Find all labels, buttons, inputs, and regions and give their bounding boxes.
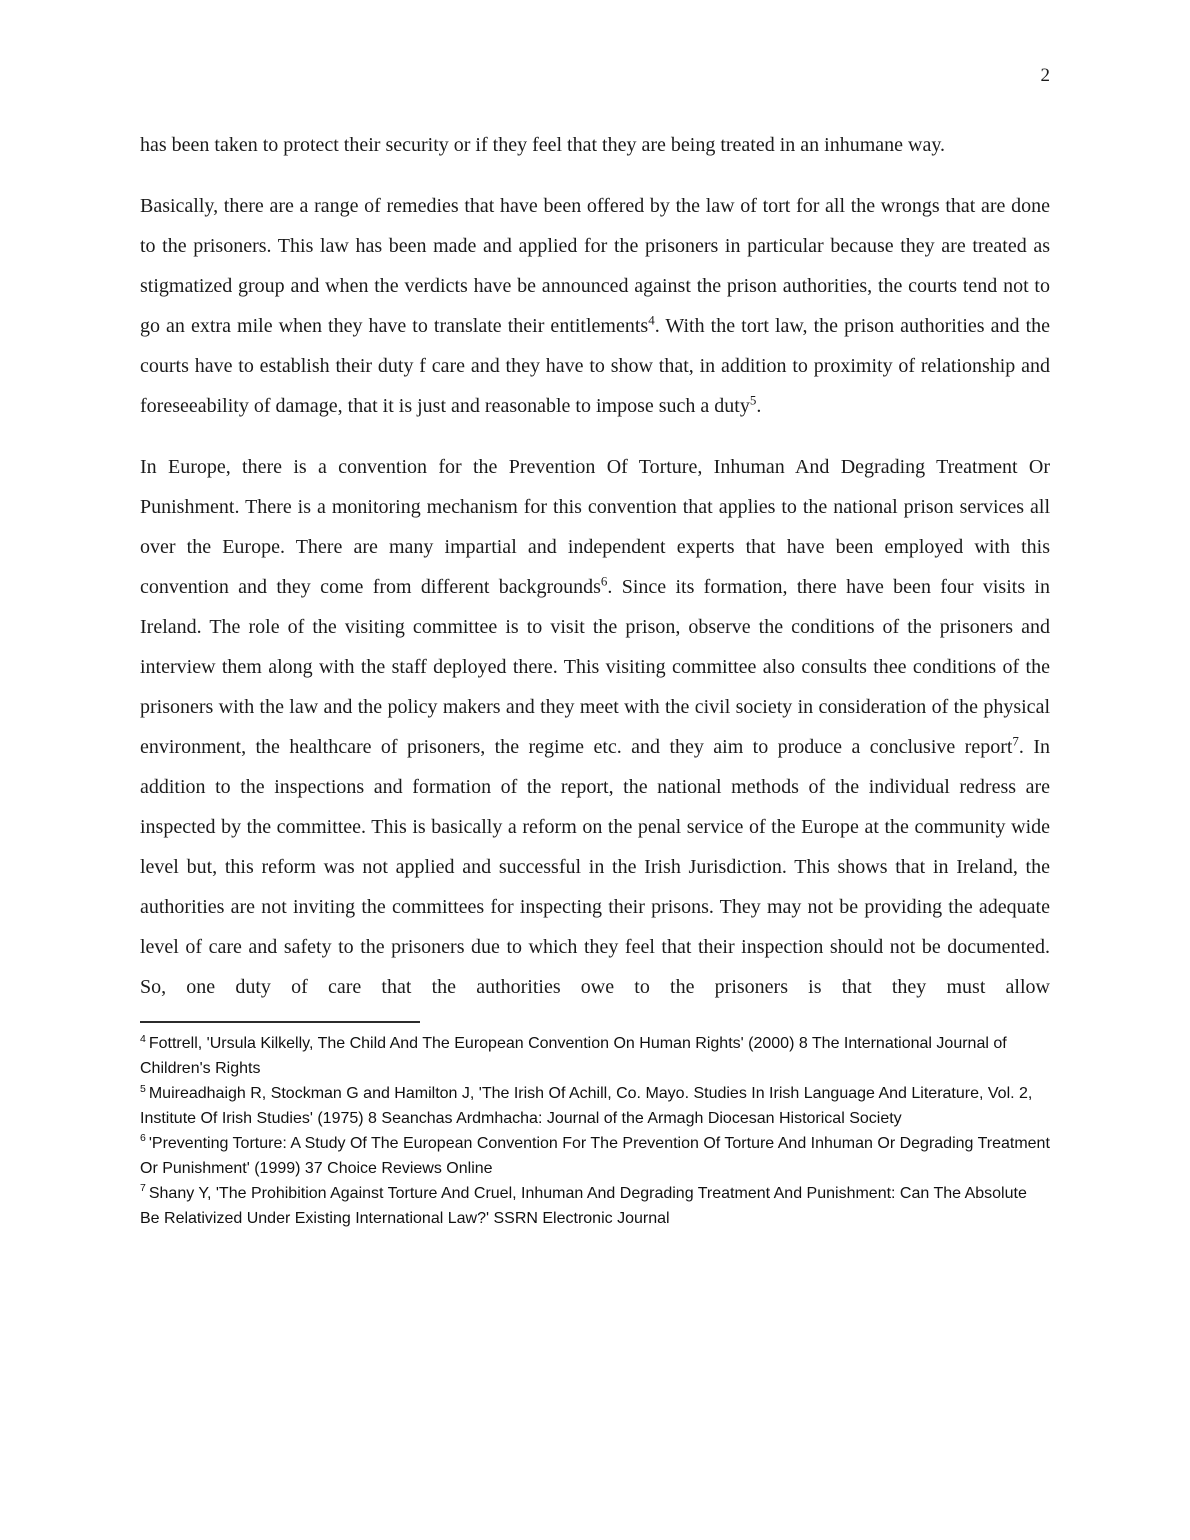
page-number: 2	[1040, 65, 1050, 86]
paragraph-2: Basically, there are a range of remedies that have been offered by the law of tort for all the wrongs that are done to the prisoners. This law has been made and applied for the prisoners in particular because they are treated as stigmatized group and when the verdicts have be announced against the prison authorities, the courts tend not to go an extra mile when they have to translate their entitlements$^4$. With the tort law, the prison authorities and the courts have to establish their duty f care and they have to show that, in addition to proximity of relationship and foreseeability of damage, that it is just and reasonable to impose such a duty$^5$.	[140, 195, 1051, 417]
paragraph-3: In Europe, there is a convention for the Prevention Of Torture, Inhuman And Degrading Treatment Or Punishment. There is a monitoring mechanism for this convention that applies to the national prison services all over the Europe. There are many impartial and independent experts that have been employed with this convention and they come from different backgrounds$^6$. Since its formation, there have been four visits in Ireland. The role of the visiting committee is to visit the prison, observe the conditions of the prisoners and interview them along with the staff deployed there. This visiting committee also consults thee conditions of the prisoners with the law and the policy makers and they meet with the civil society in consideration of the physical environment, the healthcare of prisoners, the regime etc. and they aim to produce a conclusive report$^7$. In addition to the inspections and formation of the report, the national methods of the individual redress are inspected by the committee. This is basically a reform on the penal service of the Europe at the community wide level but, this reform was not applied and successful in the Irish Jurisdiction. This shows that in Ireland, the authorities are not inviting the committees for inspecting their prisons. They may not be providing the adequate level of care and safety to the prisoners due to which they feel that their inspection should not be documented. So, one duty of care that the authorities owe to the prisoners is that they must allow	[140, 456, 1050, 998]
footnote-separator	[140, 1021, 420, 1023]
footnote-7-number: 7	[140, 1182, 146, 1195]
footnote-6-text: 'Preventing Torture: A Study Of The European Convention For The Prevention Of Torture And Inhuman Or Degrading Treatment Or Punishment' (1999) 37 Choice Reviews Online	[140, 1134, 1050, 1177]
footnote-4-text: Fottrell, 'Ursula Kilkelly, The Child And The European Convention On Human Rights' (2000) 8 The International Journal of Children's Rights	[140, 1035, 1007, 1077]
footnote-4	[140, 1032, 1050, 1082]
footnote-6	[140, 1132, 1050, 1182]
paragraph-1: has been taken to protect their security or if they feel that they are being treated in an inhumane way.	[140, 134, 946, 156]
footnote-7-text: Shany Y, 'The Prohibition Against Torture And Cruel, Inhuman And Degrading Treatment And Punishment: Can The Absolute Be Relativized Under Existing International Law?' SSRN Electronic Journal	[140, 1184, 1027, 1227]
footnote-4-number: 4	[140, 1032, 146, 1045]
document-body	[140, 125, 1050, 1007]
footnote-area	[140, 1021, 1050, 1232]
footnote-5-number: 5	[140, 1082, 146, 1095]
footnote-5-text: Muireadhaigh R, Stockman G and Hamilton J, 'The Irish Of Achill, Co. Mayo. Studies In Irish Language And Literature, Vol. 2, Institute Of Irish Studies' (1975) 8 Seanchas Ardmhacha: Journal of the Armagh Diocesan Historical Society	[140, 1084, 1033, 1127]
footnote-5	[140, 1082, 1050, 1132]
footnote-6-number: 6	[140, 1132, 146, 1145]
footnote-7	[140, 1182, 1050, 1232]
